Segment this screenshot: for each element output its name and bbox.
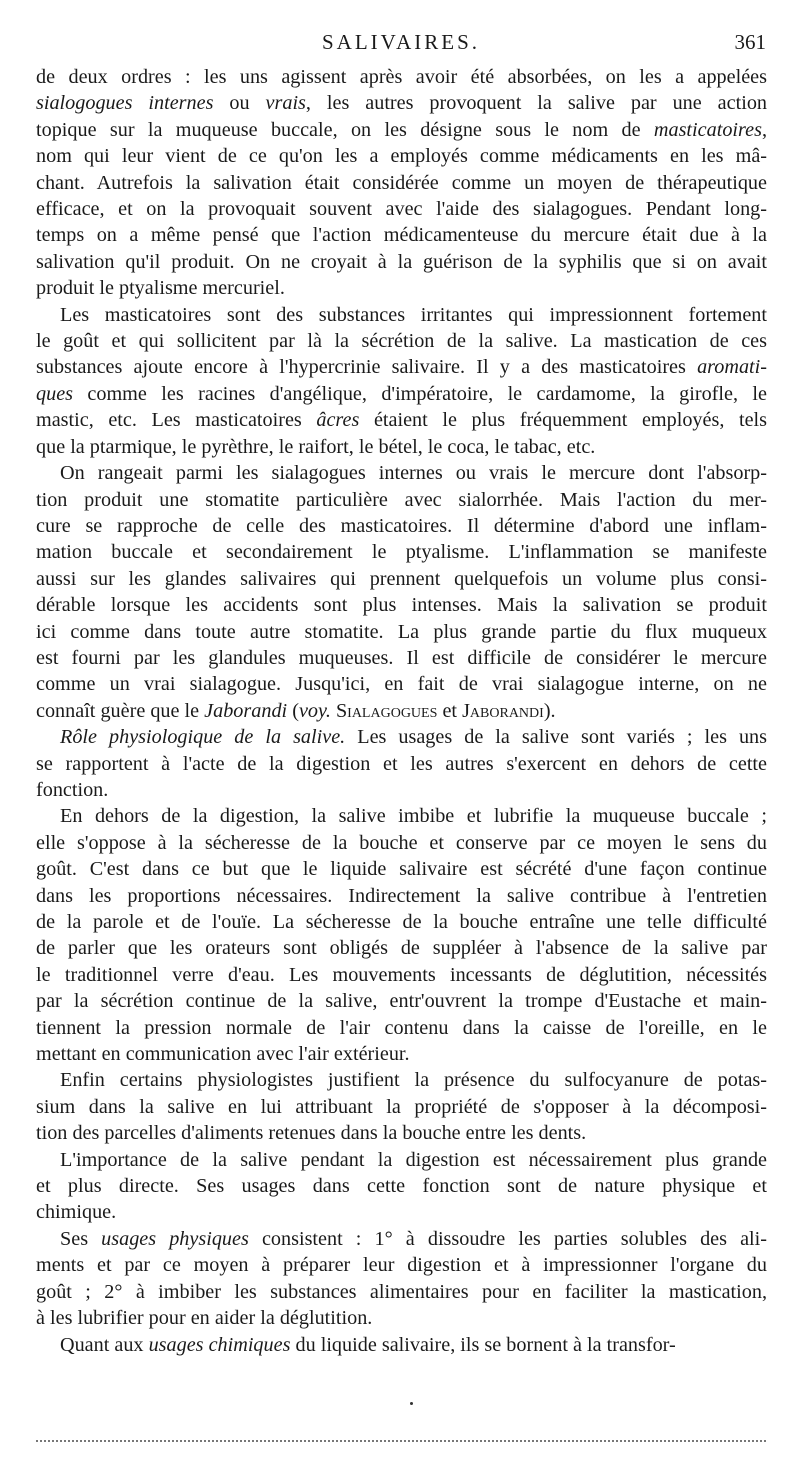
text-run: L'importance de la salive pendant la digestion est nécessairement plus grande <box>60 1148 767 1171</box>
text-run: comme les racines d'angélique, d'impératoire, le cardamome, la girofle, le <box>73 382 767 405</box>
italic-text: ques <box>36 382 74 405</box>
text-run: On rangeait parmi les sialagogues internes ou vrais le mercure dont l'absorp- <box>60 462 767 485</box>
running-title: SALIVAIRES. <box>321 30 481 54</box>
italic-text: âcres <box>316 409 360 432</box>
text-line <box>36 275 767 301</box>
text-line <box>36 909 767 935</box>
small-caps-text: Jaborandi <box>462 699 544 722</box>
text-run: tiennent la pression normale de l'air contenu dans la caisse de l'oreille, en le <box>36 1016 767 1039</box>
text-line <box>36 935 767 961</box>
text-line <box>36 1173 767 1199</box>
text-run: substances ajoute encore à l'hypercrinie salivaire. Il y a des masticatoires <box>36 356 698 379</box>
text-line <box>36 381 767 407</box>
text-line <box>36 1252 767 1278</box>
text-run: temps on a même pensé que l'action médicamenteuse du mercure était due à la <box>36 224 767 247</box>
text-run: topique sur la muqueuse buccale, on les désigne sous le nom de <box>36 118 654 141</box>
paragraph <box>36 1332 767 1358</box>
text-run: de deux ordres : les uns agissent après avoir été absorbées, on les a appelées <box>36 66 767 88</box>
text-line <box>36 830 767 856</box>
text-line <box>36 698 767 724</box>
text-line <box>36 302 767 328</box>
text-line <box>36 354 767 380</box>
text-run: le traditionnel verre d'eau. Les mouvements incessants de déglutition, nécessités <box>36 963 767 986</box>
text-line <box>36 724 767 750</box>
text-run: chant. Autrefois la salivation était considérée comme un moyen de thérapeutique <box>36 171 767 194</box>
text-run: connaît guère que le <box>36 699 205 722</box>
text-run: Les masticatoires sont des substances irritantes qui impressionnent fortement <box>60 303 767 326</box>
footer-rule <box>36 1440 766 1442</box>
text-line <box>36 883 767 909</box>
text-run: du liquide salivaire, ils se bornent à la transfor- <box>290 1333 676 1356</box>
text-run: chimique. <box>36 1201 117 1224</box>
text-line <box>36 777 767 803</box>
text-run: le goût et qui sollicitent par là la sécrétion de la salive. La mastication de ces <box>36 330 767 353</box>
italic-text: Jaborandi <box>204 699 288 722</box>
text-run: Enfin certains physiologistes justifient la présence du sulfocyanure de potas- <box>60 1069 767 1092</box>
text-run: produit le ptyalisme mercuriel. <box>36 277 285 300</box>
text-line <box>36 1226 767 1252</box>
text-run: et plus directe. Ses usages dans cette fonction sont de nature physique et <box>36 1175 767 1198</box>
paragraph <box>36 302 767 460</box>
italic-text: sialogogues internes <box>36 92 214 115</box>
text-run: que la ptarmique, le pyrèthre, le raifort, le bétel, le coca, le tabac, etc. <box>36 435 596 458</box>
text-line <box>36 539 767 565</box>
text-run: fonction. <box>36 778 109 801</box>
italic-text: voy. <box>298 699 331 722</box>
text-run: et <box>437 699 463 722</box>
text-run: goût. C'est dans ce but que le liquide salivaire est sécrété d'une façon continue <box>36 858 767 881</box>
text-line <box>36 117 767 143</box>
text-line <box>36 619 767 645</box>
text-run: dans les proportions nécessaires. Indirectement la salive contribue à l'entretien <box>36 884 767 907</box>
text-line <box>36 566 767 592</box>
text-line <box>36 645 767 671</box>
text-line <box>36 1332 767 1358</box>
text-run: dérable lorsque les accidents sont plus intenses. Mais la salivation se produit <box>36 594 767 617</box>
text-run: de parler que les orateurs sont obligés de suppléer à l'absence de la salive par <box>36 937 767 960</box>
text-line <box>36 143 767 169</box>
text-run: mastic, etc. Les masticatoires <box>36 409 317 432</box>
text-line <box>36 671 767 697</box>
page-number: 361 <box>734 30 766 54</box>
text-line <box>36 803 767 829</box>
text-line <box>36 170 767 196</box>
text-run: sium dans la salive en lui attribuant la propriété de s'opposer à la décomposi- <box>36 1095 767 1118</box>
text-run: , <box>761 118 767 141</box>
text-run: par la sécrétion continue de la salive, entr'ouvrent la trompe d'Eustache et main- <box>36 990 767 1013</box>
text-run: à les lubrifier pour en aider la déglutition. <box>36 1307 373 1330</box>
italic-text: masticatoires <box>653 118 762 141</box>
paragraph <box>36 1147 767 1226</box>
text-line <box>36 513 767 539</box>
text-run: se rapportent à l'acte de la digestion et les autres s'exercent en dehors de cette <box>36 752 767 775</box>
text-line <box>36 1120 767 1146</box>
paragraph <box>36 460 767 724</box>
text-line <box>36 407 767 433</box>
text-run: comme un vrai sialagogue. Jusqu'ici, en fait de vrai sialagogue interne, on ne <box>36 673 767 696</box>
text-line <box>36 64 767 90</box>
text-run: tion des parcelles d'aliments retenues dans la bouche entre les dents. <box>36 1122 587 1145</box>
text-run: cure se rapproche de celle des masticatoires. Il détermine d'abord une inflam- <box>36 514 767 537</box>
text-run: Les usages de la salive sont variés ; les uns <box>345 726 767 749</box>
paragraph <box>36 803 767 1067</box>
page-header <box>36 28 766 58</box>
text-line <box>36 1305 767 1331</box>
text-run: aussi sur les glandes salivaires qui prennent quelquefois un volume plus consi- <box>36 567 767 590</box>
text-run: goût ; 2° à imbiber les substances alimentaires pour en faciliter la mastication, <box>36 1280 767 1303</box>
text-line <box>36 751 767 777</box>
italic-text: usages physiques <box>101 1227 249 1250</box>
text-line <box>36 1094 767 1120</box>
text-run: consistent : 1° à dissoudre les parties solubles des ali- <box>248 1227 767 1250</box>
text-run: En dehors de la digestion, la salive imbibe et lubrifie la muqueuse buccale ; <box>60 805 767 828</box>
text-line <box>36 434 767 460</box>
text-line <box>36 328 767 354</box>
text-run: ou <box>213 92 266 115</box>
text-line <box>36 962 767 988</box>
text-line <box>36 1015 767 1041</box>
text-run: ments et par ce moyen à préparer leur digestion et à impressionner l'organe du <box>36 1254 767 1277</box>
text-line <box>36 1147 767 1173</box>
text-run: Quant aux <box>60 1333 149 1356</box>
text-line <box>36 988 767 1014</box>
text-line <box>36 90 767 116</box>
text-run: ). <box>543 699 556 722</box>
text-line <box>36 249 767 275</box>
text-line <box>36 1067 767 1093</box>
italic-text: aromati- <box>697 356 767 379</box>
text-line <box>36 196 767 222</box>
text-line <box>36 1279 767 1305</box>
text-run: Ses <box>60 1227 102 1250</box>
text-run: est fourni par les glandules muqueuses. Il est difficile de considérer le mercure <box>36 646 767 669</box>
italic-text: vrais <box>265 92 306 115</box>
text-line <box>36 592 767 618</box>
text-run: elle s'oppose à la sécheresse de la bouche et conserve par ce moyen le sens du <box>36 831 767 854</box>
text-run: de la parole et de l'ouïe. La sécheresse de la bouche entraîne une telle difficulté <box>36 911 767 933</box>
text-run: salivation qu'il produit. On ne croyait à la guérison de la syphilis que si on avait <box>36 250 767 273</box>
text-run: mation buccale et secondairement le ptyalisme. L'inflammation se manifeste <box>36 541 767 564</box>
body-text <box>36 64 767 1358</box>
italic-text: usages chimiques <box>148 1333 291 1356</box>
text-run: nom qui leur vient de ce qu'on les a employés comme médicaments en les mâ- <box>36 145 767 168</box>
text-run: , les autres provoquent la salive par une action <box>305 92 768 115</box>
paragraph <box>36 64 767 302</box>
text-run: tion produit une stomatite particulière avec sialorrhée. Mais l'action du mer- <box>36 488 767 511</box>
text-run: ( <box>287 699 299 722</box>
paragraph <box>36 1226 767 1332</box>
small-caps-text: Sialagogues <box>335 699 438 722</box>
text-line <box>36 1199 767 1225</box>
paragraph <box>36 1067 767 1146</box>
text-run: ici comme dans toute autre stomatite. La plus grande partie du flux muqueux <box>36 620 767 643</box>
text-line <box>36 856 767 882</box>
text-run: mettant en communication avec l'air extérieur. <box>36 1043 410 1066</box>
text-line <box>36 460 767 486</box>
italic-text: Rôle physiologique de la salive. <box>60 726 346 749</box>
text-line <box>36 487 767 513</box>
text-line <box>36 1041 767 1067</box>
ink-dot <box>410 1402 413 1405</box>
text-run: efficace, et on la provoquait souvent avec l'aide des sialagogues. Pendant long- <box>36 198 767 221</box>
paragraph <box>36 724 767 803</box>
text-run: étaient le plus fréquemment employés, tels <box>359 409 767 432</box>
text-line <box>36 222 767 248</box>
